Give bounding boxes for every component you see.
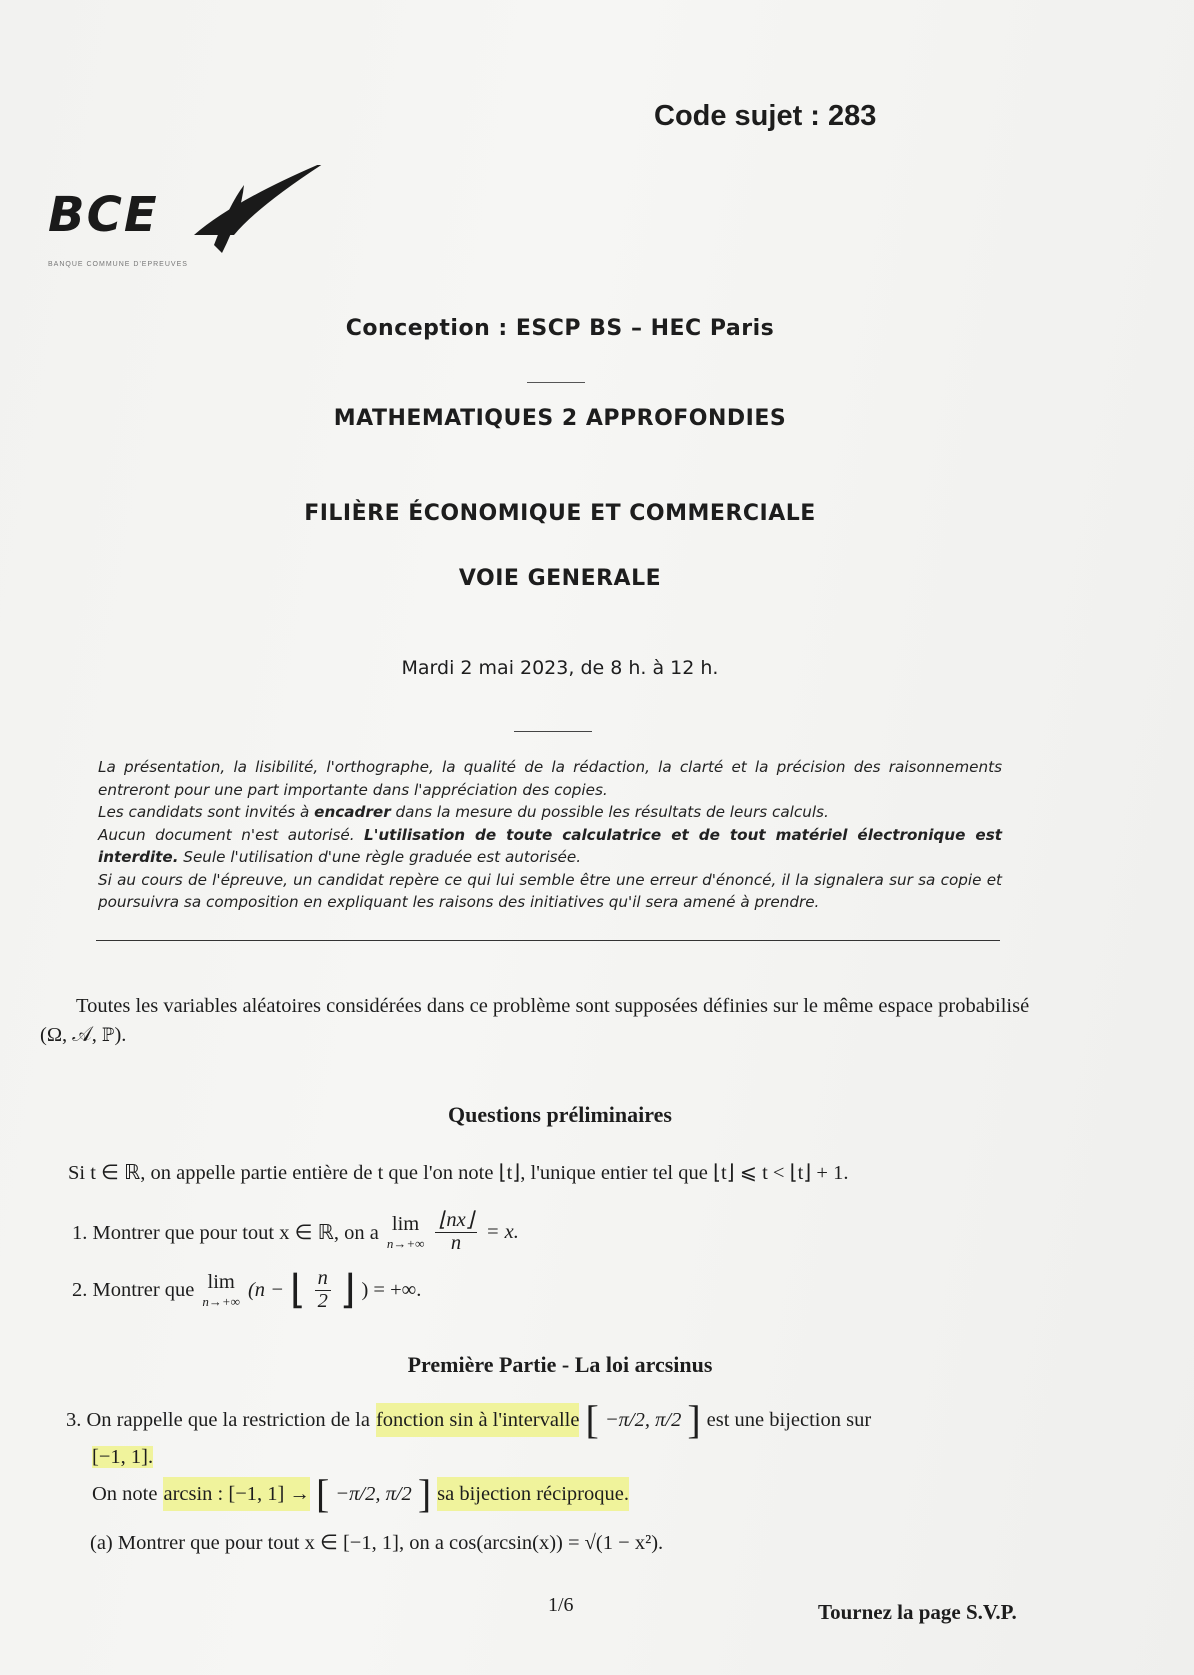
voie-title: VOIE GENERALE: [458, 566, 662, 591]
intro-paragraph: Toutes les variables aléatoires considérées dans ce problème sont supposées définies sur le même espace probabilisé (Ω, 𝒜, ℙ).: [40, 995, 1030, 1046]
logo-subtitle: BANQUE COMMUNE D'EPREUVES: [48, 261, 188, 268]
bce-logo: [44, 165, 364, 275]
highlight: arcsin : [−1, 1] →: [163, 1477, 309, 1511]
instruction-line: Aucun document n'est autorisé. L'utilisation de toute calculatrice et de tout matériel électronique est interdite. Seule l'utilisation d'une règle graduée est autorisée.: [98, 825, 1002, 866]
divider: [514, 731, 592, 732]
exam-date: Mardi 2 mai 2023, de 8 h. à 12 h.: [401, 657, 719, 679]
definition-line: Si t ∈ ℝ, on appelle partie entière de t que l'on note ⌊t⌋, l'unique entier tel que ⌊t⌋ ⩽ t < ⌊t⌋ + 1.: [68, 1162, 849, 1184]
section-title-partie1: Première Partie - La loi arcsinus: [407, 1352, 713, 1377]
filiere-title: FILIÈRE ÉCONOMIQUE ET COMMERCIALE: [304, 501, 816, 526]
subject-title: MATHEMATIQUES 2 APPROFONDIES: [333, 406, 787, 431]
code-sujet: Code sujet : 283: [654, 100, 877, 132]
turn-page-note: Tournez la page S.V.P.: [818, 1600, 1017, 1624]
logo-swoosh-icon: [44, 165, 364, 275]
page-number: 1/6: [548, 1594, 574, 1616]
highlight: [−1, 1].: [92, 1446, 154, 1468]
divider: [527, 382, 585, 383]
instructions-block: [98, 756, 1002, 914]
question-3: 3. On rappelle que la restriction de la fonction sin à l'intervalle [ −π/2, π/2 ] est une bijection sur [−1, 1]. On note arcsin : [−1, 1] → [ −π/2, π/2 ] sa bijection réciproque.: [66, 1397, 872, 1516]
instruction-line: La présentation, la lisibilité, l'orthographe, la qualité de la rédaction, la clarté et la précision des raisonnements entreront pour une part importante dans l'appréciation des copies.: [98, 758, 1002, 799]
highlight: fonction sin à l'intervalle: [376, 1403, 580, 1437]
logo-text: BCE: [48, 187, 159, 243]
section-title-prelim: Questions préliminaires: [448, 1102, 672, 1127]
instruction-line: Les candidats sont invités à encadrer dans la mesure du possible les résultats de leurs calculs.: [98, 803, 829, 821]
question-1: 1. Montrer que pour tout x ∈ ℝ, on a lim n→+∞ $\frac{⌊nx⌋}{n}$ = x.: [72, 1209, 519, 1254]
question-2: 2. Montrer que lim n→+∞ (n − ⌊ $\frac{n}{2}$ ⌋ ) = +∞.: [72, 1267, 422, 1313]
question-3a: (a) Montrer que pour tout x ∈ [−1, 1], on a cos(arcsin(x)) = √(1 − x²).: [90, 1532, 664, 1554]
instruction-line: Si au cours de l'épreuve, un candidat repère ce qui lui semble être une erreur d'énoncé, il la signalera sur sa copie et poursuivra sa composition en expliquant les raisons des initiatives qu'il sera amené à prendre.: [98, 870, 1002, 911]
horizontal-rule: [96, 940, 1000, 941]
conception-line: Conception : ESCP BS – HEC Paris: [345, 316, 775, 341]
